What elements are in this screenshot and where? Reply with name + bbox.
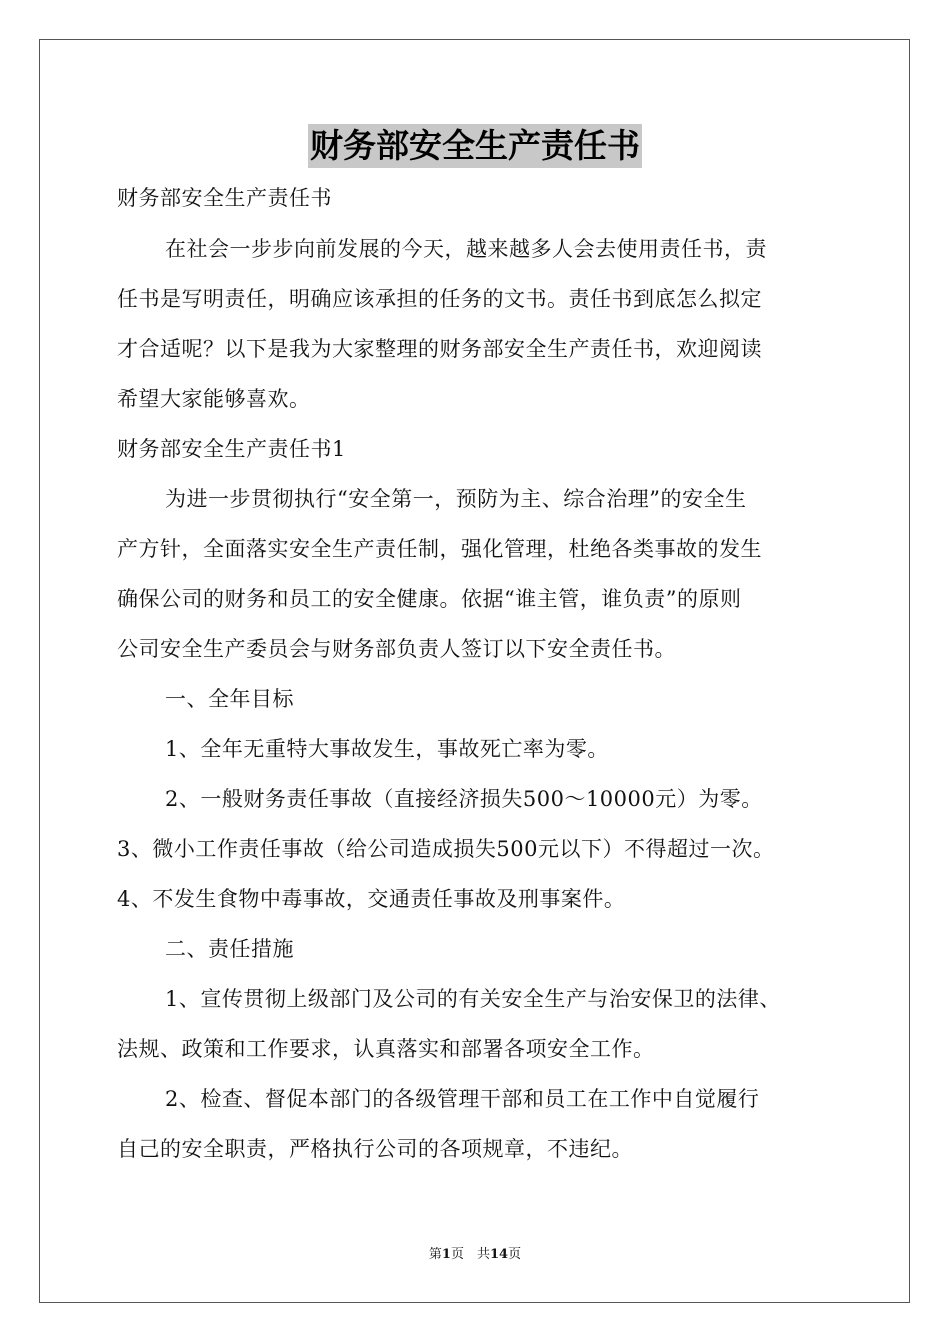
measure-2-line-2: 自己的安全职责，严格执行公司的各项规章，不违纪。 [117, 1137, 633, 1161]
measure-1-line-1: 1、宣传贯彻上级部门及公司的有关安全生产与治安保卫的法律、 [165, 987, 781, 1011]
intro-line-1: 在社会一步步向前发展的今天，越来越多人会去使用责任书，责 [165, 237, 767, 261]
body-line-3: 确保公司的财务和员工的安全健康。依据“谁主管，谁负责”的原则 [117, 587, 742, 611]
goal-item-4: 4、不发生食物中毒事故，交通责任事故及刑事案件。 [117, 887, 626, 911]
intro-line-2: 任书是写明责任，明确应该承担的任务的文书。责任书到底怎么拟定 [117, 287, 762, 311]
heading-measures: 二、责任措施 [165, 937, 294, 961]
goal-item-2: 2、一般财务责任事故（直接经济损失500～10000元）为零。 [165, 787, 763, 811]
footer-current-page: 1 [441, 1247, 451, 1262]
footer-mid: 页 共 [450, 1247, 490, 1262]
goal-item-1: 1、全年无重特大事故发生，事故死亡率为零。 [165, 737, 609, 761]
page-footer [0, 1246, 950, 1264]
intro-line-3: 才合适呢？以下是我为大家整理的财务部安全生产责任书，欢迎阅读 [117, 337, 762, 361]
subtitle-line: 财务部安全生产责任书 [117, 186, 332, 210]
measure-1-line-2: 法规、政策和工作要求，认真落实和部署各项安全工作。 [117, 1037, 655, 1061]
footer-prefix: 第 [428, 1247, 442, 1262]
body-line-2: 产方针，全面落实安全生产责任制，强化管理，杜绝各类事故的发生 [117, 537, 762, 561]
footer-total-pages: 14 [489, 1247, 509, 1262]
body-line-1: 为进一步贯彻执行“安全第一，预防为主、综合治理”的安全生 [165, 487, 747, 511]
body-line-4: 公司安全生产委员会与财务部负责人签订以下安全责任书。 [117, 637, 676, 661]
measure-2-line-1: 2、检查、督促本部门的各级管理干部和员工在工作中自觉履行 [165, 1087, 760, 1111]
title-container [0, 124, 950, 168]
section-heading-1: 财务部安全生产责任书1 [117, 437, 346, 461]
page-border [39, 39, 910, 1303]
footer-suffix: 页 [508, 1247, 522, 1262]
document-title: 财务部安全生产责任书 [308, 124, 642, 168]
intro-line-4: 希望大家能够喜欢。 [117, 387, 311, 411]
heading-annual-goals: 一、全年目标 [165, 687, 294, 711]
goal-item-3: 3、微小工作责任事故（给公司造成损失500元以下）不得超过一次。 [117, 837, 775, 861]
